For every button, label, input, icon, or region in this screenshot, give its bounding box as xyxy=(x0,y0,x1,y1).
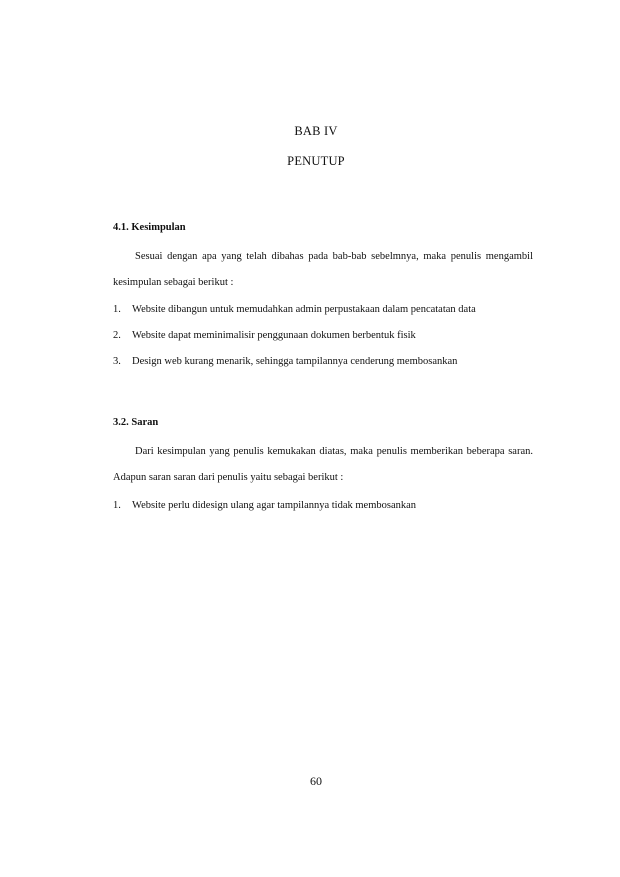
list-item-text: Website dibangun untuk memudahkan admin perpustakaan dalam pencatatan data xyxy=(132,304,476,315)
section-heading-kesimpulan: 4.1. Kesimpulan xyxy=(113,222,186,233)
section-heading-saran: 3.2. Saran xyxy=(113,417,159,428)
paragraph-saran: Dari kesimpulan yang penulis kemukakan diatas, maka penulis memberikan beberapa saran. Adapun saran saran dari penulis yaitu sebagai berikut : xyxy=(113,446,533,483)
page-number: 60 xyxy=(310,774,322,788)
list-item xyxy=(113,493,543,519)
paragraph-kesimpulan: Sesuai dengan apa yang telah dibahas pada bab-bab sebelmnya, maka penulis mengambil kesimpulan sebagai berikut : xyxy=(113,251,533,288)
list-item-text: Design web kurang menarik, sehingga tampilannya cenderung membosankan xyxy=(132,356,458,367)
list-item-text: Website perlu didesign ulang agar tampilannya tidak membosankan xyxy=(132,500,417,511)
list-item xyxy=(113,349,543,375)
list-item-number: 3. xyxy=(113,356,121,367)
list-item-text: Website dapat meminimalisir penggunaan dokumen berbentuk fisik xyxy=(132,330,416,341)
list-item-number: 1. xyxy=(113,500,121,511)
list-item-number: 1. xyxy=(113,304,121,315)
list-saran xyxy=(113,493,543,519)
chapter-title: PENUTUP xyxy=(287,154,345,168)
list-kesimpulan xyxy=(113,297,543,375)
list-item xyxy=(113,297,543,323)
list-item xyxy=(113,323,543,349)
chapter-label: BAB IV xyxy=(294,124,338,138)
list-item-number: 2. xyxy=(113,330,121,341)
